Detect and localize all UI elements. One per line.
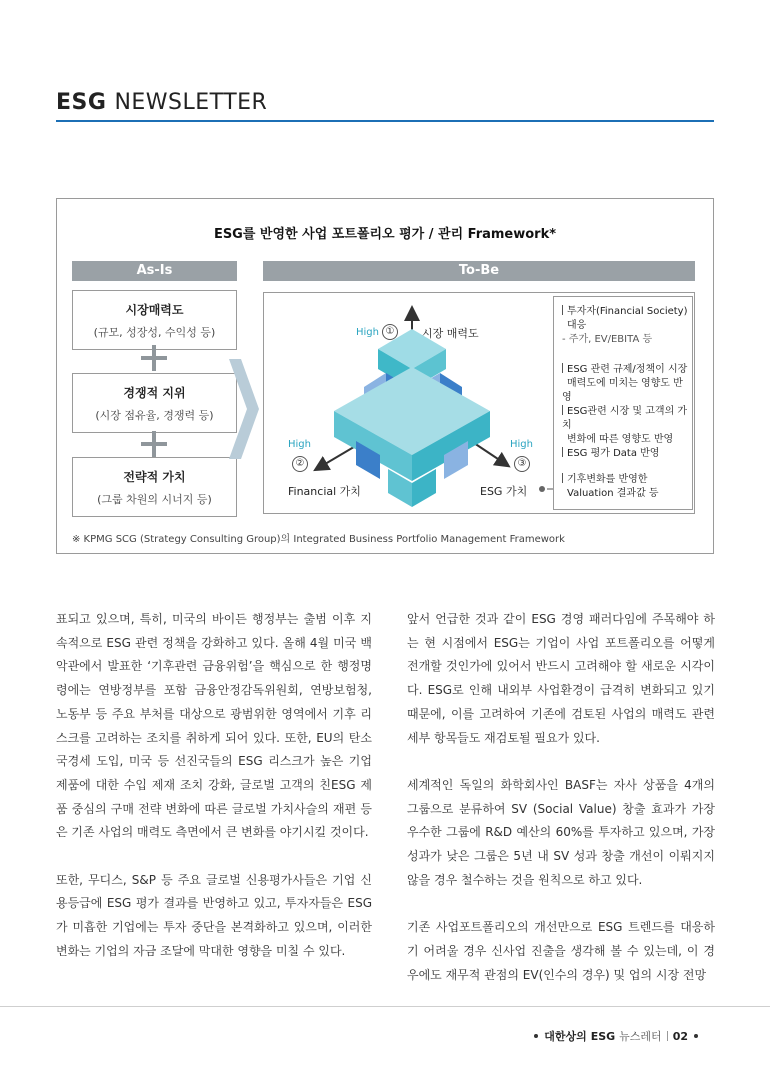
- page-footer: [528, 1028, 704, 1044]
- note-climate: 기후변화를 반영한 Valuation 결과값 등: [562, 473, 690, 501]
- axis-label-esg: ESG 가치: [480, 485, 528, 498]
- axis-number: ①: [382, 324, 398, 340]
- paragraph: 또한, 무디스, S&P 등 주요 글로벌 신용평가사들은 기업 신용등급에 ESG 평가 결과를 반영하고 있고, 투자자들은 ESG가 미흡한 기업에는 투자 중단을 본격화하고 있으며, 이러한 변화는 기업의 자금 조달에 막대한 영향을 미칠 수 있다.: [56, 872, 372, 958]
- axis-high-label: High: [356, 327, 379, 338]
- axis-high-label: High: [510, 439, 533, 450]
- asis-box-sub: (규모, 성장성, 수익성 등): [93, 326, 216, 339]
- newsletter-title: [56, 90, 267, 115]
- axis-high-label: High: [288, 439, 311, 450]
- footer-esg: ESG: [590, 1030, 616, 1043]
- asis-box-sub: (그룹 차원의 시너지 등): [97, 493, 212, 506]
- notes-panel: [553, 296, 693, 510]
- paragraph: 세계적인 독일의 화학회사인 BASF는 자사 상품을 4개의 그룹으로 분류하여 SV (Social Value) 창출 효과가 가장 우수한 그룹에 R&D 예산의 60%를 투자하고 있으며, 가장 성과가 낮은 그룹은 5년 내 SV 성과 창출 개선이 이뤄지지 않을 경우 철수하는 것을 원칙으로 하고 있다.: [407, 777, 715, 887]
- chevron-right-icon: [227, 359, 259, 459]
- paragraph: 기존 사업포트폴리오의 개선만으로 ESG 트렌드를 대응하기 어려울 경우 신사업 진출을 생각해 볼 수 있는데, 이 경우에도 재무적 관점의 EV(인수의 경우) 및 업의 시장 전망: [407, 920, 715, 982]
- asis-box-title: 시장매력도: [125, 303, 184, 317]
- paragraph: 표되고 있으며, 특히, 미국의 바이든 행정부는 출범 이후 지속적으로 ESG 관련 정책을 강화하고 있다. 올해 4월 미국 백악관에서 발표한 ‘기후관련 금융위험’을 핵심으로 한 행정명령에는 연방정부를 포함 금융안정감독위원회, 연방보험청, 노동부 등 주요 부처를 대상으로 광범위한 영역에서 기후 리스크를 고려하는 조치를 취하게 되어 있다. 또한, EU의 탄소 국경세 도입, 미국 등 선진국들의 ESG 리스크가 높은 기업 제품에 대한 수입 제재 조치 강화, 글로벌 고객의 친ESG 제품 중심의 구매 전략 변화에 따른 글로벌 가치사슬의 재편 등은 기존 사업의 매력도 측면에서 큰 변화를 야기시킬 것이다.: [56, 612, 372, 840]
- plus-icon: [141, 431, 167, 457]
- axis-label-market: 시장 매력도: [422, 327, 479, 340]
- tobe-header: To-Be: [263, 261, 695, 281]
- title-newsletter: NEWSLETTER: [114, 90, 268, 115]
- note-esg-data: ESG 평가 Data 반영: [562, 447, 690, 461]
- asis-box-market: [72, 290, 237, 350]
- cube-diagram: [264, 293, 554, 515]
- figure-title: ESG를 반영한 사업 포트폴리오 평가 / 관리 Framework*: [213, 227, 557, 242]
- footer-newsletter: 뉴스레터: [619, 1030, 662, 1043]
- asis-box-title: 전략적 가치: [123, 470, 186, 484]
- footer-rule: [0, 1006, 770, 1007]
- figure-footnote: ※ KPMG SCG (Strategy Consulting Group)의 Integrated Business Portfolio Management Framework: [72, 534, 565, 545]
- title-esg: ESG: [56, 90, 107, 115]
- framework-figure: [56, 198, 714, 554]
- body-column-left: [56, 608, 372, 987]
- axis-number: ③: [514, 456, 530, 472]
- asis-box-strategic: [72, 457, 237, 517]
- axis-label-financial: Financial 가치: [288, 485, 361, 498]
- note-investor: 투자자(Financial Society) 대응 - 주가, EV/EBITA 등: [562, 306, 688, 345]
- asis-box-position: [72, 373, 237, 433]
- page-number: 02: [672, 1030, 688, 1043]
- asis-header: As-Is: [72, 261, 237, 281]
- note-regulation: ESG 관련 규제/정책이 시장 매력도에 미치는 영향도 반영: [562, 364, 688, 403]
- plus-icon: [141, 345, 167, 371]
- note-customer: ESG관련 시장 및 고객의 가치 변화에 따른 영향도 반영: [562, 406, 688, 445]
- tobe-panel: [263, 292, 695, 514]
- asis-box-sub: (시장 점유율, 경쟁력 등): [95, 409, 214, 422]
- asis-box-title: 경쟁적 지위: [123, 386, 186, 400]
- footer-company: 대한상의: [544, 1030, 587, 1043]
- paragraph: 앞서 언급한 것과 같이 ESG 경영 패러다임에 주목해야 하는 현 시점에서 ESG는 기업이 사업 포트폴리오를 어떻게 전개할 것인가에 있어서 반드시 고려해야 할 새로운 시각이다. ESG로 인해 내외부 사업환경이 급격히 변화되고 있기 때문에, 이를 고려하여 기존에 검토된 사업의 매력도 관련 세부 항목들도 재검토될 필요가 있다.: [407, 612, 715, 745]
- header-rule: [56, 120, 714, 122]
- axis-number: ②: [292, 456, 308, 472]
- body-column-right: [407, 608, 715, 1011]
